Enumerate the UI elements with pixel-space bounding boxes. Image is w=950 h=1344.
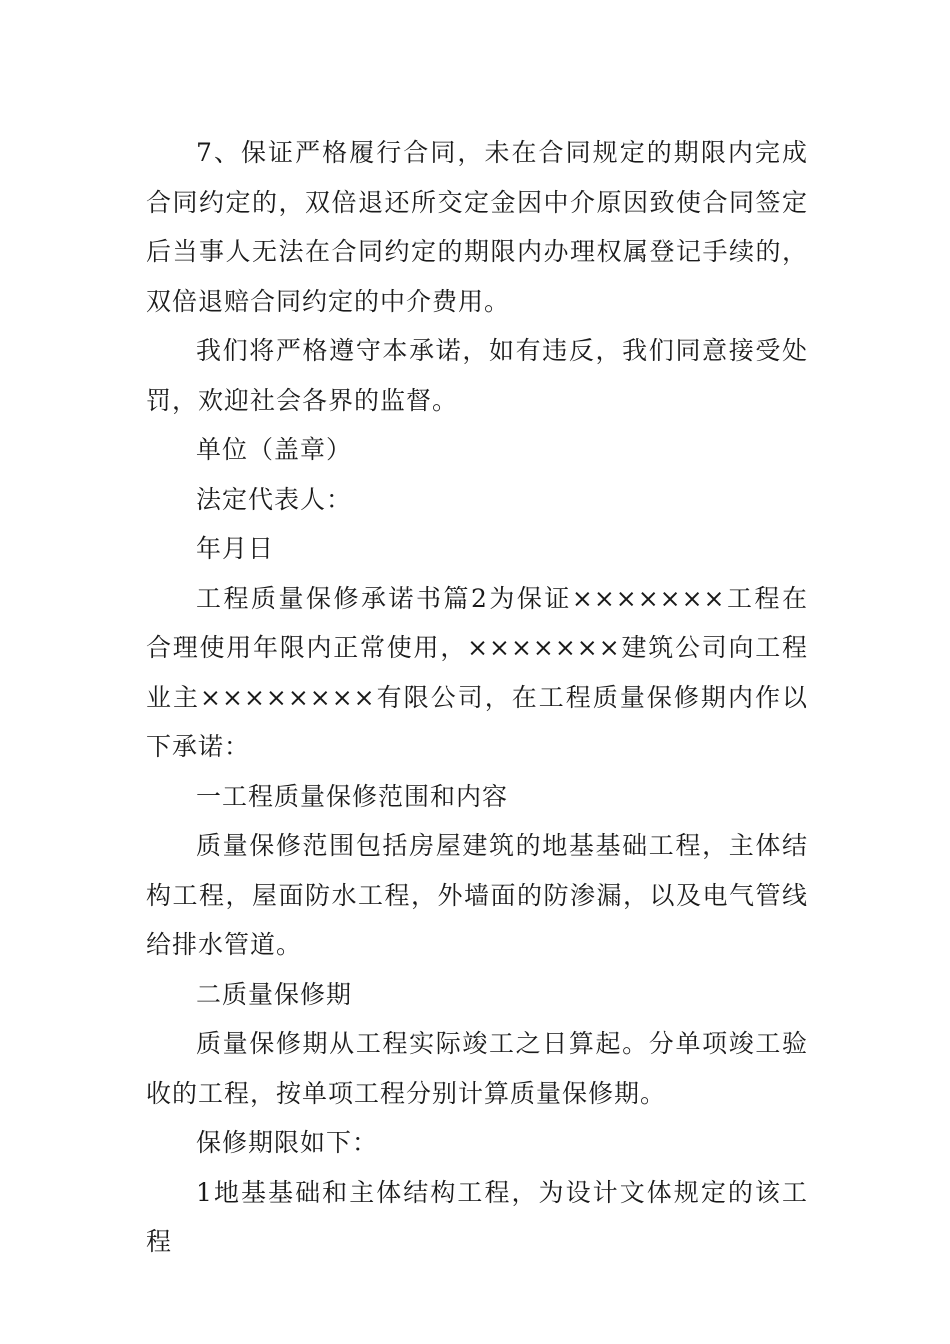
paragraph-scope: 质量保修范围包括房屋建筑的地基基础工程，主体结构工程，屋面防水工程，外墙面的防渗漏，以及电气管线给排水管道。 — [146, 831, 808, 959]
paragraph-period-item-1: 1地基基础和主体结构工程，为设计文体规定的该工程 — [146, 1177, 808, 1256]
section-heading-period: 二质量保修期 — [196, 979, 353, 1009]
paragraph-commitment: 我们将严格遵守本承诺，如有违反，我们同意接受处罚，欢迎社会各界的监督。 — [146, 336, 808, 415]
signature-legal-representative: 法定代表人： — [196, 484, 353, 514]
paragraph-period-list-intro: 保修期限如下： — [196, 1128, 379, 1157]
paragraph-article-2-intro: 工程质量保修承诺书篇2为保证×××××××工程在合理使用年限内正常使用，×××××××建筑公司向工程业主××××××××有限公司，在工程质量保修期内作以下承诺： — [146, 583, 808, 761]
signature-date: 年月日 — [196, 534, 275, 563]
section-heading-scope: 一工程质量保修范围和内容 — [196, 781, 509, 811]
signature-unit-seal: 单位（盖章） — [196, 435, 353, 464]
document-body — [146, 128, 808, 1267]
paragraph-period: 质量保修期从工程实际竣工之日算起。分单项竣工验收的工程，按单项工程分别计算质量保修期。 — [146, 1029, 808, 1108]
paragraph-clause-7: 7、保证严格履行合同，未在合同规定的期限内完成合同约定的，双倍退还所交定金因中介原因致使合同签定后当事人无法在合同约定的期限内办理权属登记手续的，双倍退赔合同约定的中介费用。 — [146, 138, 808, 316]
